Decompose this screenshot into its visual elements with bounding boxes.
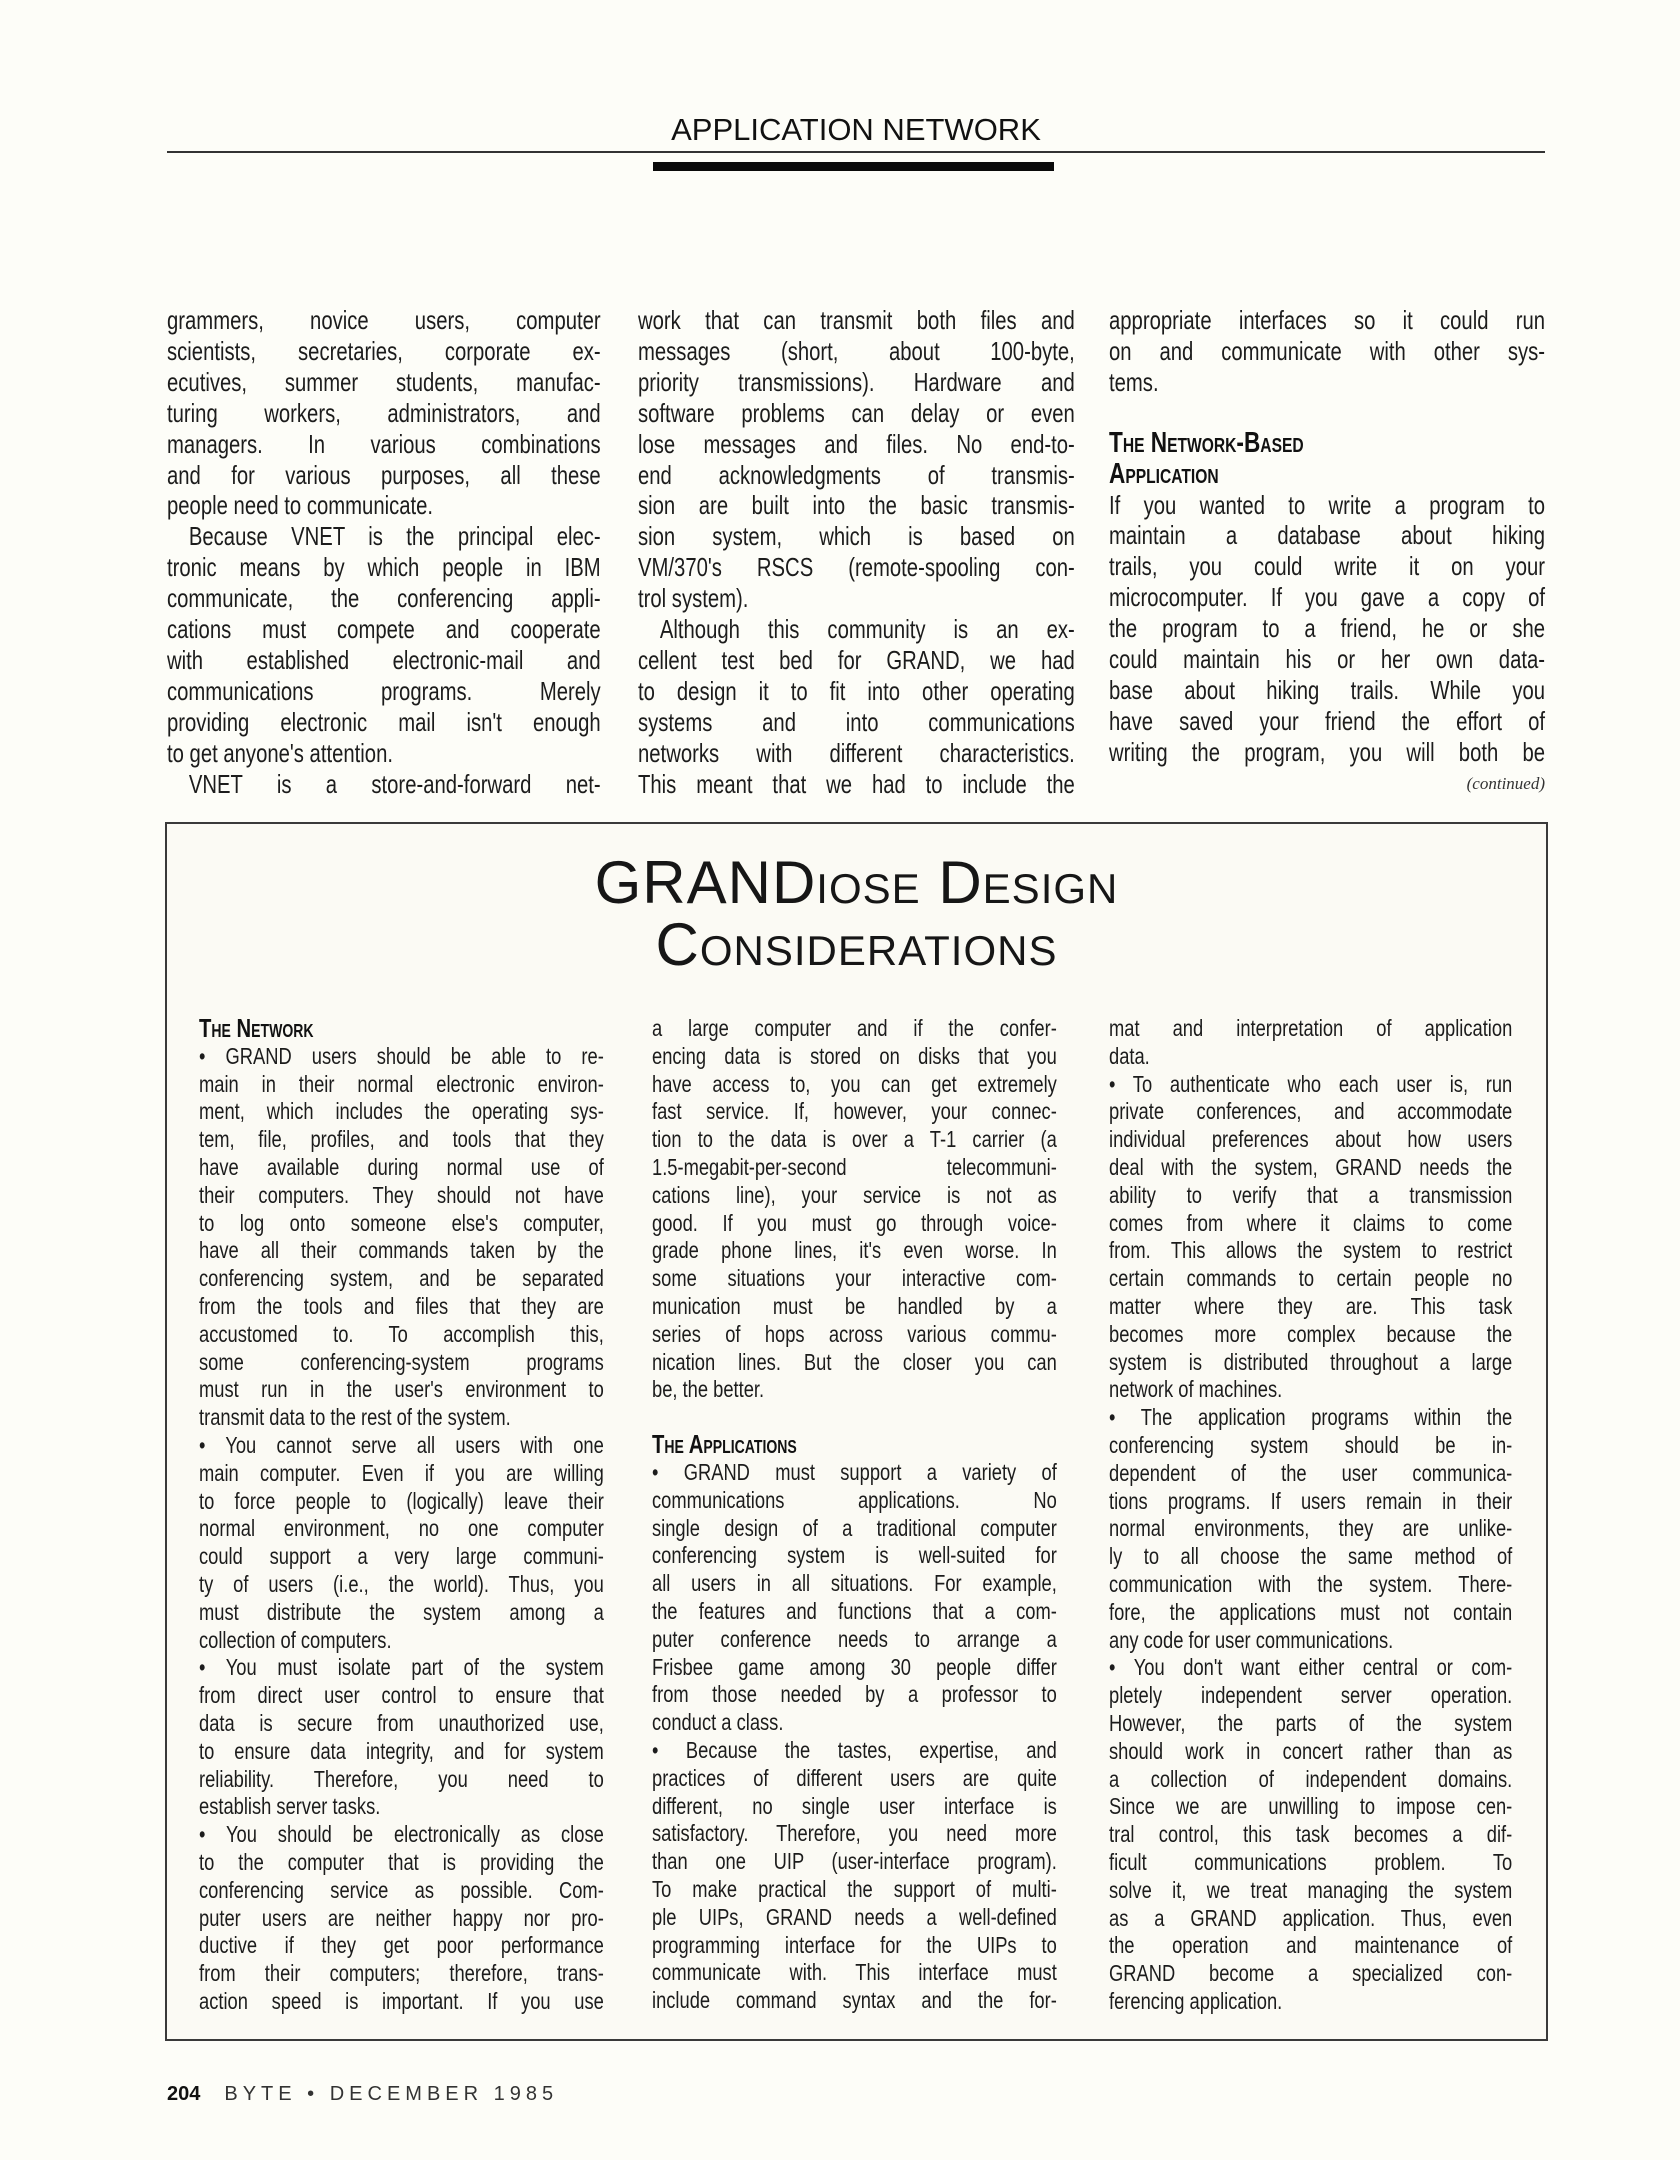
text-line: cations must compete and cooperate bbox=[167, 614, 601, 645]
text-line: ductive if they get poor performance bbox=[199, 1932, 604, 1959]
text-line: communicate with. This interface must bbox=[652, 1959, 1057, 1986]
text-line: reliability. Therefore, you need to bbox=[199, 1765, 604, 1792]
text-line: a collection of independent domains. bbox=[1109, 1765, 1513, 1792]
section-heading bbox=[652, 1431, 1057, 1459]
text-line: tem, file, profiles, and tools that they bbox=[199, 1126, 604, 1153]
text-line: fast service. If, however, your connec- bbox=[652, 1098, 1057, 1125]
text-line: tems. bbox=[1109, 366, 1159, 397]
text-line: conferencing service as possible. Com- bbox=[199, 1876, 604, 1903]
text-line: ly to all choose the same method of bbox=[1109, 1543, 1513, 1570]
text-line: ty of users (i.e., the world). Thus, you bbox=[199, 1570, 604, 1597]
text-line: • To authenticate who each user is, run bbox=[1109, 1070, 1513, 1097]
article-column-2 bbox=[638, 305, 1075, 800]
text-line: transmit data to the rest of the system. bbox=[199, 1404, 511, 1431]
paragraph bbox=[652, 1459, 1057, 1737]
text-line: • The application programs within the bbox=[1109, 1404, 1513, 1431]
text-line: network of machines. bbox=[1109, 1376, 1283, 1403]
section-heading bbox=[199, 1015, 604, 1043]
text-line: matter where they are. This task bbox=[1109, 1292, 1513, 1319]
sidebar-column-2 bbox=[652, 1015, 1057, 2015]
text-line: becomes more complex because the bbox=[1109, 1320, 1513, 1347]
text-line: single design of a traditional computer bbox=[652, 1514, 1057, 1541]
text-line: work that can transmit both files and bbox=[638, 305, 1075, 335]
text-line: include command syntax and the for- bbox=[652, 1987, 1057, 2014]
text-line: • You cannot serve all users with one bbox=[199, 1431, 604, 1458]
text-line: from the tools and files that they are bbox=[199, 1292, 604, 1319]
text-line: all users in all situations. For example, bbox=[652, 1570, 1057, 1597]
text-line: This meant that we had to include the bbox=[638, 768, 1075, 799]
text-line: as a GRAND application. Thus, even bbox=[1109, 1904, 1513, 1931]
text-line: dependent of the user communica- bbox=[1109, 1459, 1513, 1486]
text-line: must run in the user's environment to bbox=[199, 1376, 604, 1403]
text-line: could support a very large communi- bbox=[199, 1543, 604, 1570]
text-line: their computers. They should not have bbox=[199, 1181, 604, 1208]
text-line: networks with different characteristics. bbox=[638, 737, 1075, 768]
header-bar bbox=[653, 162, 1054, 171]
text-line: certain commands to certain people no bbox=[1109, 1265, 1513, 1292]
text-line: tronic means by which people in IBM bbox=[167, 552, 601, 583]
text-line: turing workers, administrators, and bbox=[167, 397, 601, 428]
paragraph bbox=[199, 1043, 604, 1432]
text-line: sion system, which is based on bbox=[638, 521, 1075, 552]
paragraph bbox=[1109, 1404, 1512, 1654]
text-line: should work in concert rather than as bbox=[1109, 1737, 1513, 1764]
text-line: fore, the applications must not contain bbox=[1109, 1598, 1513, 1625]
text-line: • You should be electronically as close bbox=[199, 1821, 604, 1848]
text-line: to design it to fit into other operating bbox=[638, 675, 1075, 706]
section-heading bbox=[1109, 428, 1545, 490]
sidebar-column-1 bbox=[199, 1015, 604, 2016]
text-line: normal environments, they are unlike- bbox=[1109, 1515, 1513, 1542]
text-line: have available during normal use of bbox=[199, 1153, 604, 1180]
text-line: individual preferences about how users bbox=[1109, 1126, 1513, 1153]
sidebar-title bbox=[165, 849, 1548, 978]
text-line: munication must be handled by a bbox=[652, 1292, 1057, 1319]
text-line: to get anyone's attention. bbox=[167, 737, 393, 768]
text-line: ficult communications problem. To bbox=[1109, 1848, 1513, 1875]
text-line: • You don't want either central or com- bbox=[1109, 1654, 1513, 1681]
paragraph bbox=[652, 1737, 1057, 2015]
running-head: APPLICATION NETWORK bbox=[671, 112, 1041, 147]
text-line: ment, which includes the operating sys- bbox=[199, 1098, 604, 1125]
text-line: pletely independent server operation. bbox=[1109, 1682, 1513, 1709]
text-line: some conferencing-system programs bbox=[199, 1348, 604, 1375]
text-line: than one UIP (user-interface program). bbox=[652, 1848, 1057, 1875]
text-line: conferencing system should be in- bbox=[1109, 1431, 1513, 1458]
text-line: data. bbox=[1109, 1042, 1150, 1069]
paragraph bbox=[199, 1432, 604, 1654]
text-line: • Because the tastes, expertise, and bbox=[652, 1736, 1057, 1763]
text-line: action speed is important. If you use bbox=[199, 1987, 604, 2014]
text-line: conduct a class. bbox=[652, 1709, 784, 1736]
text-line: conferencing system is well-suited for bbox=[652, 1542, 1057, 1569]
text-line: main computer. Even if you are willing bbox=[199, 1459, 604, 1486]
text-line: some situations your interactive com- bbox=[652, 1265, 1057, 1292]
paragraph bbox=[1109, 490, 1545, 768]
text-line: messages (short, about 100-byte, bbox=[638, 335, 1075, 366]
paragraph bbox=[1109, 1071, 1512, 1405]
text-line: encing data is stored on disks that you bbox=[652, 1042, 1057, 1069]
page-number: 204 bbox=[167, 2083, 201, 2105]
text-line: deal with the system, GRAND needs the bbox=[1109, 1153, 1513, 1180]
text-line: cations line), your service is not as bbox=[652, 1181, 1057, 1208]
text-line: end acknowledgments of transmis- bbox=[638, 459, 1075, 490]
text-line: be, the better. bbox=[652, 1376, 765, 1403]
text-line: Because VNET is the principal elec- bbox=[188, 521, 601, 552]
paragraph bbox=[167, 769, 601, 800]
text-line: could maintain his or her own data- bbox=[1109, 644, 1546, 675]
paragraph bbox=[167, 305, 601, 521]
sidebar-title-line-2: Considerations bbox=[655, 911, 1058, 978]
article-column-1 bbox=[167, 305, 601, 800]
text-line: ecutives, summer students, manufac- bbox=[167, 366, 601, 397]
sidebar-column-3 bbox=[1109, 1015, 1512, 2016]
text-line: If you wanted to write a program to bbox=[1109, 489, 1546, 520]
magazine-issue: BYTE • DECEMBER 1985 bbox=[224, 2083, 559, 2105]
text-line: priority transmissions). Hardware and bbox=[638, 366, 1075, 397]
text-line: have access to, you can get extremely bbox=[652, 1070, 1057, 1097]
text-line: people need to communicate. bbox=[167, 490, 434, 521]
text-line: base about hiking trails. While you bbox=[1109, 674, 1546, 705]
text-line: normal environment, no one computer bbox=[199, 1515, 604, 1542]
text-line: tion to the data is over a T-1 carrier (a bbox=[652, 1126, 1057, 1153]
paragraph bbox=[1109, 1654, 1512, 2015]
text-line: data is secure from unauthorized use, bbox=[199, 1709, 604, 1736]
text-line: communications programs. Merely bbox=[167, 675, 601, 706]
text-line: from direct user control to ensure that bbox=[199, 1682, 604, 1709]
text-line: ferencing application. bbox=[1109, 1987, 1283, 2014]
text-line: • GRAND users should be able to re- bbox=[199, 1042, 604, 1069]
text-line: satisfactory. Therefore, you need more bbox=[652, 1820, 1057, 1847]
heading-line: The Network bbox=[199, 1013, 314, 1043]
heading-line: Application bbox=[1109, 457, 1219, 490]
text-line: However, the parts of the system bbox=[1109, 1709, 1513, 1736]
text-line: scientists, secretaries, corporate ex- bbox=[167, 335, 601, 366]
text-line: from their computers; therefore, trans- bbox=[199, 1960, 604, 1987]
text-line: tions programs. If users remain in their bbox=[1109, 1487, 1513, 1514]
text-line: from. This allows the system to restrict bbox=[1109, 1237, 1513, 1264]
text-line: trol system). bbox=[638, 583, 749, 614]
text-line: from those needed by a professor to bbox=[652, 1681, 1057, 1708]
text-line: to log onto someone else's computer, bbox=[199, 1209, 604, 1236]
text-line: software problems can delay or even bbox=[638, 397, 1075, 428]
text-line: 1.5-megabit-per-second telecommuni- bbox=[652, 1153, 1057, 1180]
text-line: collection of computers. bbox=[199, 1626, 392, 1653]
text-line: puter conference needs to arrange a bbox=[652, 1625, 1057, 1652]
text-line: conferencing system, and be separated bbox=[199, 1265, 604, 1292]
text-line: communications applications. No bbox=[652, 1486, 1057, 1513]
paragraph bbox=[199, 1821, 604, 2016]
text-line: appropriate interfaces so it could run bbox=[1109, 305, 1546, 335]
text-line: tral control, this task becomes a dif- bbox=[1109, 1821, 1513, 1848]
text-line: nication lines. But the closer you can bbox=[652, 1348, 1057, 1375]
text-line: providing electronic mail isn't enough bbox=[167, 706, 601, 737]
text-line: series of hops across various commu- bbox=[652, 1320, 1057, 1347]
text-line: a large computer and if the confer- bbox=[652, 1015, 1057, 1041]
heading-line: The Applications bbox=[652, 1429, 797, 1460]
text-line: Although this community is an ex- bbox=[659, 614, 1075, 645]
text-line: managers. In various combinations bbox=[167, 428, 601, 459]
text-line: To make practical the support of multi- bbox=[652, 1875, 1057, 1902]
text-line: solve it, we treat managing the system bbox=[1109, 1876, 1513, 1903]
sidebar-title-line-1: GRANDiose Design bbox=[594, 849, 1119, 916]
header-rule bbox=[167, 151, 1545, 153]
heading-line: The Network-Based bbox=[1109, 426, 1304, 459]
text-line: good. If you must go through voice- bbox=[652, 1209, 1057, 1236]
text-line: grade phone lines, it's even worse. In bbox=[652, 1237, 1057, 1264]
continued-label: (continued) bbox=[1466, 774, 1545, 793]
text-line: lose messages and files. No end-to- bbox=[638, 428, 1075, 459]
text-line: to force people to (logically) leave their bbox=[199, 1487, 604, 1514]
text-line: VNET is a store-and-forward net- bbox=[188, 768, 601, 799]
paragraph bbox=[652, 1015, 1057, 1404]
paragraph bbox=[167, 521, 601, 768]
text-line: GRAND become a specialized con- bbox=[1109, 1960, 1513, 1987]
text-line: practices of different users are quite bbox=[652, 1764, 1057, 1791]
text-line: • You must isolate part of the system bbox=[199, 1654, 604, 1681]
text-line: puter users are neither happy nor pro- bbox=[199, 1904, 604, 1931]
text-line: cellent test bed for GRAND, we had bbox=[638, 644, 1075, 675]
paragraph bbox=[638, 305, 1075, 614]
text-line: writing the program, you will both be bbox=[1109, 736, 1546, 767]
text-line: maintain a database about hiking bbox=[1109, 520, 1546, 551]
text-line: the program to a friend, he or she bbox=[1109, 613, 1546, 644]
text-line: systems and into communications bbox=[638, 706, 1075, 737]
text-line: the features and functions that a com- bbox=[652, 1597, 1057, 1624]
text-line: system is distributed throughout a large bbox=[1109, 1348, 1513, 1375]
text-line: to the computer that is providing the bbox=[199, 1848, 604, 1875]
text-line: and for various purposes, all these bbox=[167, 459, 601, 490]
text-line: have saved your friend the effort of bbox=[1109, 705, 1546, 736]
text-line: mat and interpretation of application bbox=[1109, 1015, 1513, 1041]
text-line: main in their normal electronic environ- bbox=[199, 1070, 604, 1097]
text-line: trails, you could write it on your bbox=[1109, 551, 1546, 582]
paragraph bbox=[1109, 1015, 1512, 1071]
text-line: Since we are unwilling to impose cen- bbox=[1109, 1793, 1513, 1820]
text-line: VM/370's RSCS (remote-spooling con- bbox=[638, 552, 1075, 583]
text-line: to ensure data integrity, and for system bbox=[199, 1737, 604, 1764]
text-line: any code for user communications. bbox=[1109, 1626, 1394, 1653]
text-line: • GRAND must support a variety of bbox=[652, 1458, 1057, 1485]
text-line: the operation and maintenance of bbox=[1109, 1932, 1513, 1959]
text-line: accustomed to. To accomplish this, bbox=[199, 1320, 604, 1347]
text-line: with established electronic-mail and bbox=[167, 644, 601, 675]
text-line: comes from where it claims to come bbox=[1109, 1209, 1513, 1236]
text-line: different, no single user interface is bbox=[652, 1792, 1057, 1819]
text-line: communication with the system. There- bbox=[1109, 1570, 1513, 1597]
text-line: ability to verify that a transmission bbox=[1109, 1181, 1513, 1208]
text-line: ple UIPs, GRAND needs a well-defined bbox=[652, 1903, 1057, 1930]
paragraph bbox=[1109, 305, 1545, 398]
text-line: programming interface for the UIPs to bbox=[652, 1931, 1057, 1958]
text-line: communicate, the conferencing appli- bbox=[167, 583, 601, 614]
article-column-3 bbox=[1109, 305, 1545, 768]
paragraph bbox=[638, 614, 1075, 799]
text-line: have all their commands taken by the bbox=[199, 1237, 604, 1264]
text-line: private conferences, and accommodate bbox=[1109, 1098, 1513, 1125]
text-line: Frisbee game among 30 people differ bbox=[652, 1653, 1057, 1680]
text-line: on and communicate with other sys- bbox=[1109, 335, 1546, 366]
text-line: grammers, novice users, computer bbox=[167, 305, 601, 335]
text-line: microcomputer. If you gave a copy of bbox=[1109, 582, 1546, 613]
text-line: establish server tasks. bbox=[199, 1793, 381, 1820]
text-line: must distribute the system among a bbox=[199, 1598, 604, 1625]
page-footer bbox=[167, 2083, 558, 2106]
paragraph bbox=[199, 1654, 604, 1821]
text-line: sion are built into the basic transmis- bbox=[638, 490, 1075, 521]
